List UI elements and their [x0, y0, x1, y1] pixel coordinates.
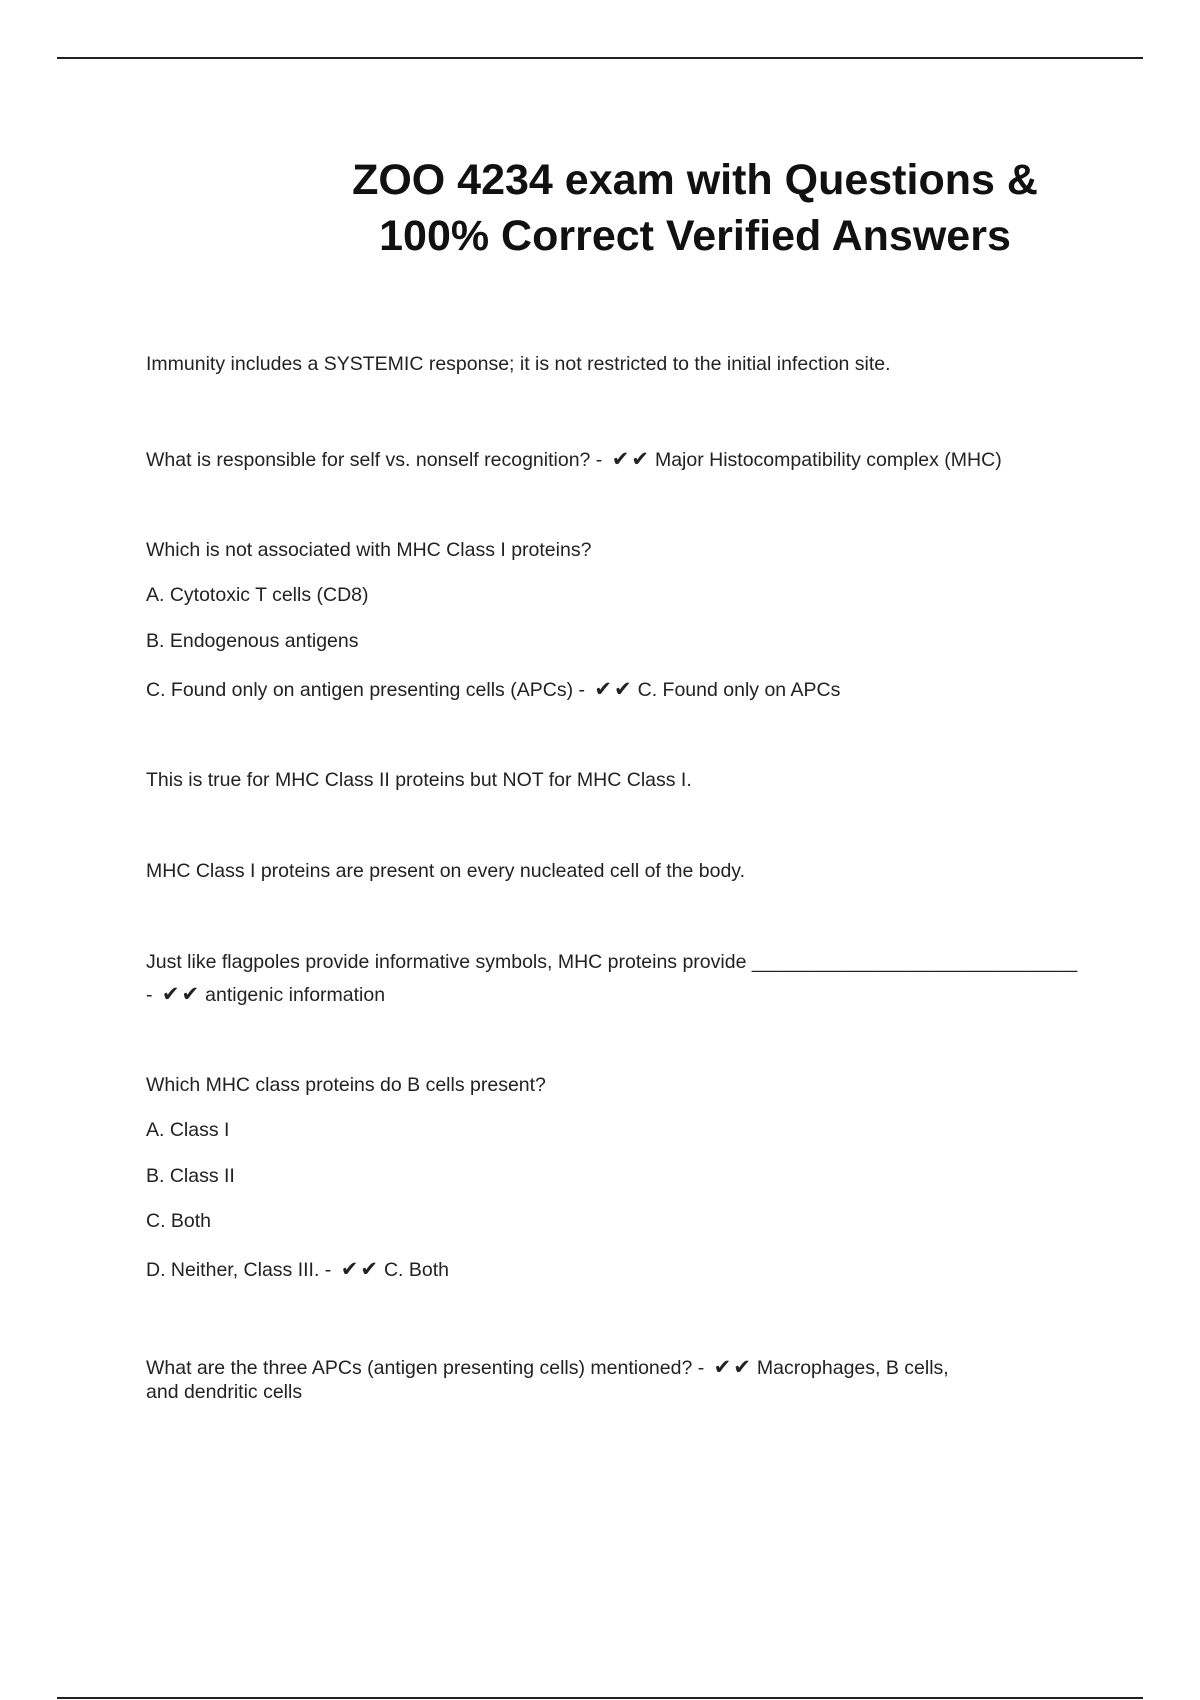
check-icon: ✔ — [161, 982, 180, 1006]
check-icon: ✔ — [611, 447, 630, 471]
option-text: B. Class II — [146, 1165, 235, 1187]
check-icon: ✔ — [733, 1355, 751, 1379]
bottom-rule — [57, 1697, 1143, 1699]
check-icon: ✔ — [360, 1257, 378, 1281]
top-rule — [57, 57, 1143, 59]
answer-continuation — [146, 1380, 302, 1405]
answer-text: antigenic information — [205, 984, 386, 1006]
answer-text: Major Histocompatibility complex (MHC) — [654, 449, 1002, 471]
check-icon: ✔ — [614, 677, 632, 701]
option-text: A. Class I — [146, 1119, 230, 1141]
option-a — [146, 583, 369, 608]
qa-self-nonself — [146, 447, 1002, 473]
answer-text: Macrophages, B cells, — [756, 1357, 949, 1379]
question-flagpoles — [146, 950, 1077, 975]
option-b — [146, 1164, 235, 1189]
question-text: Just like flagpoles provide informative symbols, MHC proteins provide ______________________________ — [146, 951, 1078, 973]
statement-systemic-response — [146, 352, 891, 377]
statement-text: Immunity includes a SYSTEMIC response; it is not restricted to the initial infection site. — [146, 353, 891, 375]
answer-text: C. Both — [383, 1259, 449, 1281]
question-mhc-class-i — [146, 538, 591, 563]
statement-class-ii — [146, 768, 692, 793]
statement-text: This is true for MHC Class II proteins but NOT for MHC Class I. — [146, 769, 692, 791]
check-icon: ✔ — [340, 1257, 359, 1281]
option-text: C. Found only on antigen presenting cells (APCs) - — [146, 679, 585, 701]
document-title — [300, 152, 1090, 264]
option-text: B. Endogenous antigens — [146, 630, 359, 652]
answer-text: C. Found only on APCs — [637, 679, 841, 701]
qa-three-apcs — [146, 1355, 949, 1381]
check-icon: ✔ — [631, 447, 649, 471]
check-icon: ✔ — [181, 982, 200, 1006]
question-b-cells — [146, 1073, 546, 1098]
answer-flagpoles — [146, 982, 385, 1008]
title-line-2: 100% Correct Verified Answers — [379, 212, 1011, 260]
option-d-with-answer — [146, 1257, 449, 1283]
answer-text: and dendritic cells — [146, 1381, 303, 1403]
title-line-1: ZOO 4234 exam with Questions & — [352, 156, 1038, 204]
answer-prefix: - — [146, 984, 153, 1006]
option-c — [146, 1209, 211, 1234]
option-text: C. Both — [146, 1210, 212, 1232]
check-icon: ✔ — [594, 677, 613, 701]
statement-text: MHC Class I proteins are present on every nucleated cell of the body. — [146, 860, 746, 882]
option-text: A. Cytotoxic T cells (CD8) — [146, 584, 369, 606]
option-a — [146, 1118, 229, 1143]
question-text: Which MHC class proteins do B cells present? — [146, 1074, 546, 1096]
option-b — [146, 629, 359, 654]
option-text: D. Neither, Class III. - — [146, 1259, 332, 1281]
option-c-with-answer — [146, 677, 840, 703]
statement-nucleated-cell — [146, 859, 745, 884]
question-text: What are the three APCs (antigen presenting cells) mentioned? - — [146, 1357, 705, 1379]
question-text: What is responsible for self vs. nonself recognition? - — [146, 449, 603, 471]
question-text: Which is not associated with MHC Class I proteins? — [146, 539, 592, 561]
check-icon: ✔ — [713, 1355, 732, 1379]
